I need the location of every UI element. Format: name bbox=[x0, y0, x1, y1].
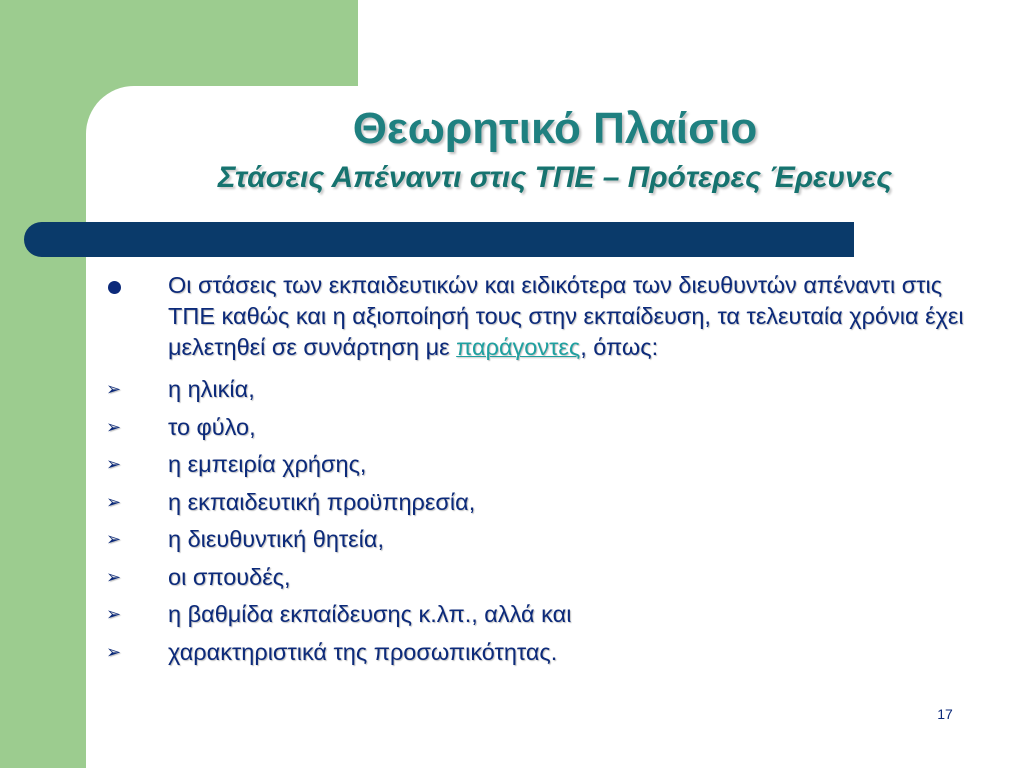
slide-body bbox=[104, 270, 964, 671]
arrow-right-icon: ➢ bbox=[106, 491, 122, 512]
list-item bbox=[104, 446, 964, 484]
slide-subtitle: Στάσεις Απέναντι στις ΤΠΕ – Πρότερες Έρευνες bbox=[217, 161, 893, 194]
arrow-right-icon: ➢ bbox=[106, 566, 122, 587]
list-item bbox=[104, 484, 964, 522]
factor-list bbox=[104, 371, 964, 671]
factor-label: η ηλικία, bbox=[168, 376, 255, 402]
intro-text: Οι στάσεις των εκπαιδευτικών και ειδικότερα των διευθυντών απέναντι στις ΤΠΕ καθώς και η αξιοποίησή τους στην εκπαίδευση, τα τελευταία χρόνια έχει μελετηθεί σε συνάρτηση με bbox=[168, 272, 964, 360]
list-item bbox=[104, 371, 964, 409]
intro-highlight-link[interactable]: παράγοντες bbox=[456, 334, 581, 360]
list-item bbox=[104, 559, 964, 597]
factor-label: το φύλο, bbox=[168, 413, 256, 440]
arrow-right-icon: ➢ bbox=[106, 379, 122, 399]
title-divider-bar bbox=[24, 222, 854, 257]
factor-label: η διευθυντική θητεία, bbox=[168, 526, 384, 552]
slide-title: Θεωρητικό Πλαίσιο bbox=[352, 104, 758, 153]
arrow-right-icon: ➢ bbox=[106, 529, 122, 549]
list-item bbox=[104, 521, 964, 559]
intro-tail: , όπως: bbox=[580, 334, 659, 360]
list-item bbox=[104, 634, 964, 672]
factor-label: η εκπαιδευτική προϋπηρεσία, bbox=[168, 488, 476, 515]
factor-label: η βαθμίδα εκπαίδευσης κ.λπ., αλλά και bbox=[168, 601, 572, 627]
arrow-right-icon: ➢ bbox=[106, 454, 122, 474]
bullet-dot-icon bbox=[108, 281, 121, 294]
factor-label: χαρακτηριστικά της προσωπικότητας. bbox=[168, 638, 558, 665]
arrow-right-icon: ➢ bbox=[106, 641, 122, 662]
factor-label: οι σπουδές, bbox=[168, 563, 291, 590]
list-item bbox=[104, 596, 964, 634]
arrow-right-icon: ➢ bbox=[106, 604, 122, 624]
intro-paragraph bbox=[104, 270, 964, 363]
arrow-right-icon: ➢ bbox=[106, 416, 122, 437]
factor-label: η εμπειρία χρήσης, bbox=[168, 451, 367, 477]
page-number: 17 bbox=[937, 706, 953, 722]
list-item bbox=[104, 409, 964, 447]
